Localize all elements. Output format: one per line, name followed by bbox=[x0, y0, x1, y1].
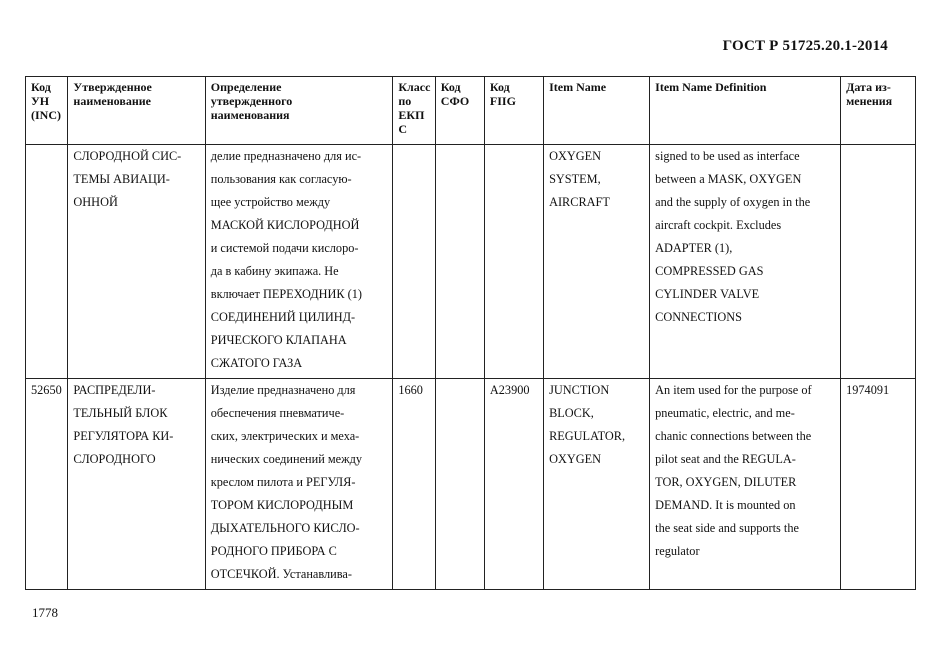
text-line: наименования bbox=[210, 108, 290, 122]
text-line: ских, электрических и меха- bbox=[210, 429, 360, 443]
text-line: 1974091 bbox=[846, 383, 890, 397]
text-line: DEMAND. It is mounted on bbox=[655, 498, 796, 512]
header-change-date bbox=[841, 77, 916, 145]
text-line: FIIG bbox=[489, 94, 516, 108]
header-inc bbox=[26, 77, 68, 145]
text-line: 1660 bbox=[398, 383, 423, 397]
text-line: нических соединений между bbox=[210, 452, 362, 466]
cell-item-definition bbox=[650, 379, 841, 590]
text-line: A23900 bbox=[489, 383, 530, 397]
text-line: Класс bbox=[398, 80, 431, 94]
text-line: OXYGEN bbox=[549, 452, 601, 466]
text-line: Утвержденное bbox=[73, 80, 152, 94]
text-line: обеспечения пневматиче- bbox=[210, 406, 345, 420]
text-line: JUNCTION bbox=[549, 383, 610, 397]
text-line: 52650 bbox=[31, 383, 62, 397]
text-line: С bbox=[398, 122, 408, 136]
cell-change-date bbox=[841, 379, 916, 590]
cell-inc bbox=[26, 145, 68, 379]
text-line: ТЕМЫ АВИАЦИ- bbox=[73, 172, 170, 186]
text-line: regulator bbox=[655, 544, 700, 558]
cell-item-definition bbox=[650, 145, 841, 379]
cell-class bbox=[393, 379, 435, 590]
page-number: 1778 bbox=[32, 605, 58, 620]
text-line: Определение bbox=[210, 80, 282, 94]
cell-approved-name bbox=[68, 145, 205, 379]
text-line: включает ПЕРЕХОДНИК (1) bbox=[210, 287, 362, 301]
text-line: креслом пилота и РЕГУЛЯ- bbox=[210, 475, 356, 489]
text-line: по bbox=[398, 94, 412, 108]
text-line: An item used for the purpose of bbox=[655, 383, 812, 397]
text-line: ЕКП bbox=[398, 108, 425, 122]
text-line: BLOCK, bbox=[549, 406, 594, 420]
text-line: СЛОРОДНОЙ СИС- bbox=[73, 149, 182, 163]
cell-inc bbox=[26, 379, 68, 590]
text-line: СЖАТОГО ГАЗА bbox=[210, 356, 303, 370]
text-line: between a MASK, OXYGEN bbox=[655, 172, 802, 186]
text-line: CYLINDER VALVE bbox=[655, 287, 760, 301]
text-line: (INC) bbox=[31, 108, 61, 122]
text-line: СФО bbox=[440, 94, 470, 108]
table-header-row bbox=[26, 77, 916, 145]
text-line: AIRCRAFT bbox=[549, 195, 610, 209]
header-sfo-code bbox=[435, 77, 484, 145]
text-line: OXYGEN bbox=[549, 149, 601, 163]
text-line: COMPRESSED GAS bbox=[655, 264, 764, 278]
text-line: менения bbox=[846, 94, 893, 108]
text-line: СЛОРОДНОГО bbox=[73, 452, 156, 466]
text-line: aircraft cockpit. Excludes bbox=[655, 218, 782, 232]
header-definition bbox=[205, 77, 393, 145]
table-row bbox=[26, 379, 916, 590]
text-line: наименование bbox=[73, 94, 151, 108]
text-line: REGULATOR, bbox=[549, 429, 626, 443]
text-line: УН bbox=[31, 94, 50, 108]
text-line: ADAPTER (1), bbox=[655, 241, 733, 255]
text-line: щее устройство между bbox=[210, 195, 331, 209]
text-line: SYSTEM, bbox=[549, 172, 601, 186]
text-line: РИЧЕСКОГО КЛАПАНА bbox=[210, 333, 347, 347]
text-line: TOR, OXYGEN, DILUTER bbox=[655, 475, 797, 489]
text-line: Изделие предназначено для bbox=[210, 383, 356, 397]
standard-table bbox=[25, 76, 916, 590]
text-line: РЕГУЛЯТОРА КИ- bbox=[73, 429, 174, 443]
text-line: ДЫХАТЕЛЬНОГО КИСЛО- bbox=[210, 521, 360, 535]
text-line: Код bbox=[440, 80, 461, 94]
header-item-definition bbox=[650, 77, 841, 145]
text-line: CONNECTIONS bbox=[655, 310, 742, 324]
text-line: пользования как согласую- bbox=[210, 172, 352, 186]
text-line: Код bbox=[31, 80, 51, 94]
text-line: Код bbox=[489, 80, 510, 94]
cell-sfo-code bbox=[435, 379, 484, 590]
header-approved-name bbox=[68, 77, 205, 145]
text-line: МАСКОЙ КИСЛОРОДНОЙ bbox=[210, 218, 360, 232]
text-line: and the supply of oxygen in the bbox=[655, 195, 811, 209]
cell-definition bbox=[205, 379, 393, 590]
header-item-name bbox=[544, 77, 650, 145]
text-line: Item Name bbox=[549, 80, 607, 94]
text-line: pneumatic, electric, and me- bbox=[655, 406, 795, 420]
text-line: делие предназначено для ис- bbox=[210, 149, 362, 163]
cell-approved-name bbox=[68, 379, 205, 590]
cell-item-name bbox=[544, 379, 650, 590]
document-code: ГОСТ Р 51725.20.1-2014 bbox=[722, 38, 888, 54]
text-line: ТЕЛЬНЫЙ БЛОК bbox=[73, 406, 168, 420]
cell-fiig-code bbox=[484, 379, 543, 590]
text-line: signed to be used as interface bbox=[655, 149, 800, 163]
text-line: Item Name Definition bbox=[655, 80, 767, 94]
header-fiig-code bbox=[484, 77, 543, 145]
cell-definition bbox=[205, 145, 393, 379]
text-line: РАСПРЕДЕЛИ- bbox=[73, 383, 156, 397]
text-line: the seat side and supports the bbox=[655, 521, 799, 535]
text-line: да в кабину экипажа. Не bbox=[210, 264, 339, 278]
header-class bbox=[393, 77, 435, 145]
text-line: chanic connections between the bbox=[655, 429, 812, 443]
text-line: ОННОЙ bbox=[73, 195, 118, 209]
text-line: pilot seat and the REGULA- bbox=[655, 452, 796, 466]
table-row bbox=[26, 145, 916, 379]
text-line: РОДНОГО ПРИБОРА С bbox=[210, 544, 337, 558]
cell-sfo-code bbox=[435, 145, 484, 379]
cell-fiig-code bbox=[484, 145, 543, 379]
text-line: утвержденного bbox=[210, 94, 293, 108]
cell-change-date bbox=[841, 145, 916, 379]
text-line: ТОРОМ КИСЛОРОДНЫМ bbox=[210, 498, 354, 512]
text-line: Дата из- bbox=[846, 80, 891, 94]
text-line: СОЕДИНЕНИЙ ЦИЛИНД- bbox=[210, 310, 356, 324]
cell-class bbox=[393, 145, 435, 379]
cell-item-name bbox=[544, 145, 650, 379]
text-line: и системой подачи кислоро- bbox=[210, 241, 359, 255]
text-line: ОТСЕЧКОЙ. Устанавлива- bbox=[210, 567, 352, 581]
